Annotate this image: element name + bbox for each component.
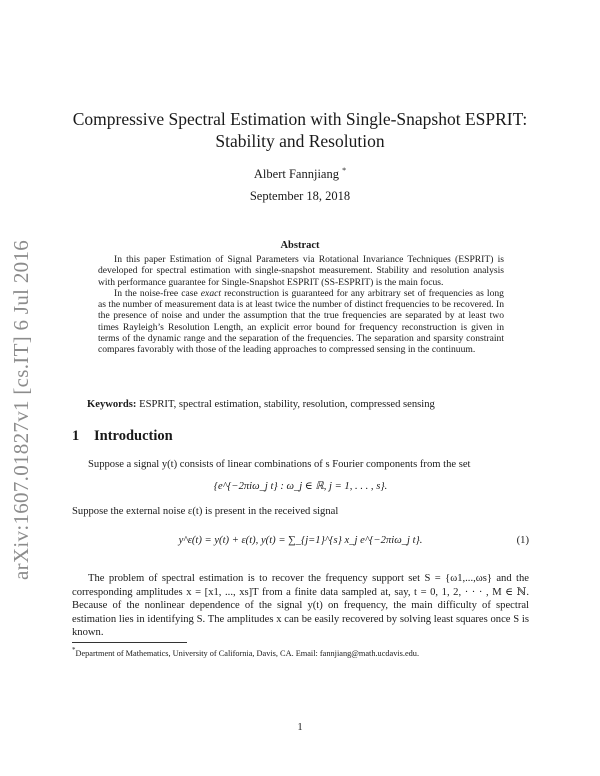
footnote-text: Department of Mathematics, University of California, Davis, CA. Email: fannjiang@math.ucdavis.edu. (75, 648, 420, 658)
author-name: Albert Fannjiang (253, 167, 339, 182)
paper-date: September 18, 2018 (249, 189, 351, 203)
footnote-rule (72, 642, 187, 643)
abstract-paragraph-2-lead: In the noise-free case (114, 287, 198, 299)
page-number: 1 (297, 722, 303, 733)
intro-paragraph-1: Suppose a signal y(t) consists of linear combinations of s Fourier components from the set (88, 459, 471, 470)
section-number: 1 (72, 428, 80, 444)
section-title: Introduction (94, 428, 173, 444)
author-line (0, 162, 600, 183)
set-expression: {e^{−2πiω_j t} : ω_j ∈ ℝ, j = 1, . . . , s}. (213, 481, 388, 492)
intro-paragraph-3: The problem of spectral estimation is to recover the frequency support set S = {ω1,...,ωs} and the corresponding amplitudes x = [x1, ..., xs]T from a finite data sampled at, say, t = 0, 1, 2, · · · , M ∈ ℕ. Because of the nonlinear dependence of the signal y(t) on frequency, the main difficulty of spectral estimation lies in identifying S. The amplitudes x can be easily recovered by solving least squares once S is known. (72, 573, 529, 638)
keywords-line (87, 398, 527, 412)
abstract-emphasis-exact: exact (200, 287, 222, 299)
abstract-paragraph-2 (98, 288, 504, 356)
footnote (72, 645, 529, 659)
paper-title: Compressive Spectral Estimation with Single-Snapshot ESPRIT: Stability and Resolution (72, 109, 528, 151)
abstract-heading: Abstract (280, 240, 320, 251)
keywords-text: ESPRIT, spectral estimation, stability, resolution, compressed sensing (139, 399, 435, 410)
keywords-label: Keywords: (87, 399, 137, 410)
section-heading-introduction (72, 427, 173, 445)
author-footnote-mark: * (342, 166, 347, 175)
intro-paragraph-2: Suppose the external noise ε(t) is present in the received signal (72, 506, 339, 517)
abstract-body (98, 254, 504, 356)
abstract-paragraph-2-rest: reconstruction is guaranteed for any arbitrary set of frequencies as long as the number of measurement data is at least twice the number of distinct frequencies to be recovered. In the presence of noise and under the assumption that the true frequencies are separated by at least two times Rayleigh’s Resolution Length, an explicit error bound for frequency reconstruction is given in terms of the dynamic range and the separation of the frequencies. The separation and sparsity constraint compares favorably with those of the leading approaches to compressed sensing in the continuum. (98, 287, 504, 356)
arxiv-identifier-stamp: arXiv:1607.01827v1 [cs.IT] 6 Jul 2016 (9, 239, 33, 580)
equation-1-expression: y^ε(t) = y(t) + ε(t), y(t) = ∑_{j=1}^{s} x_j e^{−2πiω_j t}. (178, 535, 423, 546)
equation-1 (72, 535, 529, 546)
abstract-paragraph-1: In this paper Estimation of Signal Parameters via Rotational Invariance Techniques (ESPRIT) is developed for spectral estimation with single-snapshot measurement. Stability and resolution analysis with performance guarantee for Single-Snapshot ESPRIT (SS-ESPRIT) is the main focus. (98, 254, 504, 288)
equation-1-number: (1) (516, 535, 529, 546)
footnote-mark: * (72, 647, 76, 654)
